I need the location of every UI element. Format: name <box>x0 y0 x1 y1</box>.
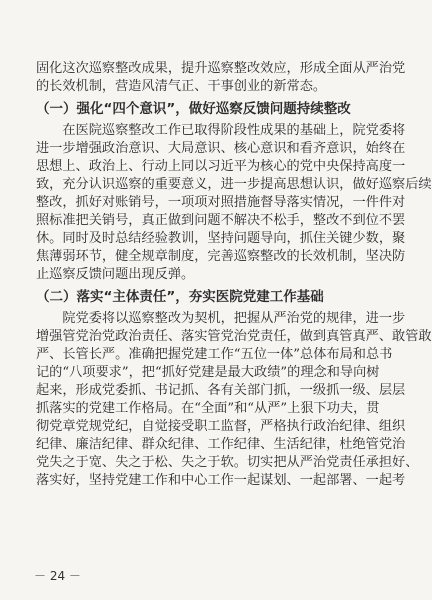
text-line: 止巡察反馈问题出现反弹。 <box>36 267 195 282</box>
page-number: － 24 － <box>34 569 81 583</box>
text-line: 休。同时及时总结经验教训，坚持问题导向，抓住关键少数，聚 <box>36 231 406 246</box>
text-line: 抓落实的党建工作格局。在“全面”和“从严”上狠下功夫，贯 <box>36 401 380 416</box>
text-line: 党失之于宽、失之于松、失之于软。切实把从严治党责任承担好、 <box>36 455 419 470</box>
text-line: 的长效机制，营造风清气正、干事创业的新常态。 <box>36 79 327 94</box>
text-line: 在医院巡察整改工作已取得阶段性成果的基础上，院党委将 <box>36 123 406 138</box>
text-line: 思想上、政治上、行动上同以习近平为核心的党中央保持高度一 <box>36 159 406 174</box>
text-line: 记的“八项要求”，把“抓好党建是最大政绩”的理念和导向树 <box>36 365 380 380</box>
section-1-body <box>36 122 432 284</box>
text-line: 纪律、廉洁纪律、群众纪律、工作纪律、生活纪律，杜绝管党治 <box>36 437 406 452</box>
text-line: 增强管党治党政治责任、落实管党治党责任，做到真管真严、敢管敢 <box>36 329 432 344</box>
section-heading-2: （二）落实“主体责任”，夯实医院党建工作基础 <box>36 289 324 305</box>
document-page <box>36 60 432 490</box>
text-line: 焦薄弱环节，健全规章制度，完善巡察整改的长效机制，坚决防 <box>36 249 406 264</box>
text-line: 致，充分认识巡察的重要意义，进一步提高思想认识，做好巡察后续 <box>36 177 432 192</box>
text-line: 彻党章党规党纪，自觉接受职工监督，严格执行政治纪律、组织 <box>36 419 406 434</box>
text-line: 严、长管长严。准确把握党建工作“五位一体”总体布局和总书 <box>36 347 393 362</box>
text-line: 进一步增强政治意识、大局意识、核心意识和看齐意识，始终在 <box>36 141 406 156</box>
intro-paragraph <box>36 60 406 96</box>
section-2-body <box>36 310 432 490</box>
text-line: 照标准把关销号，真正做到问题不解决不松手，整改不到位不罢 <box>36 213 406 228</box>
text-line: 院党委将以巡察整改为契机，把握从严治党的规律，进一步 <box>36 311 406 326</box>
section-heading-1: （一）强化“四个意识”，做好巡察反馈问题持续整改 <box>36 101 351 117</box>
text-line: 整改，抓好对账销号，一项项对照措施督导落实情况，一件件对 <box>36 195 406 210</box>
text-line: 起来，形成党委抓、书记抓、各有关部门抓，一级抓一级、层层 <box>36 383 406 398</box>
text-line: 固化这次巡察整改成果，提升巡察整改效应，形成全面从严治党 <box>36 61 406 76</box>
text-line: 落实好，坚持党建工作和中心工作一起谋划、一起部署、一起考 <box>36 473 406 488</box>
